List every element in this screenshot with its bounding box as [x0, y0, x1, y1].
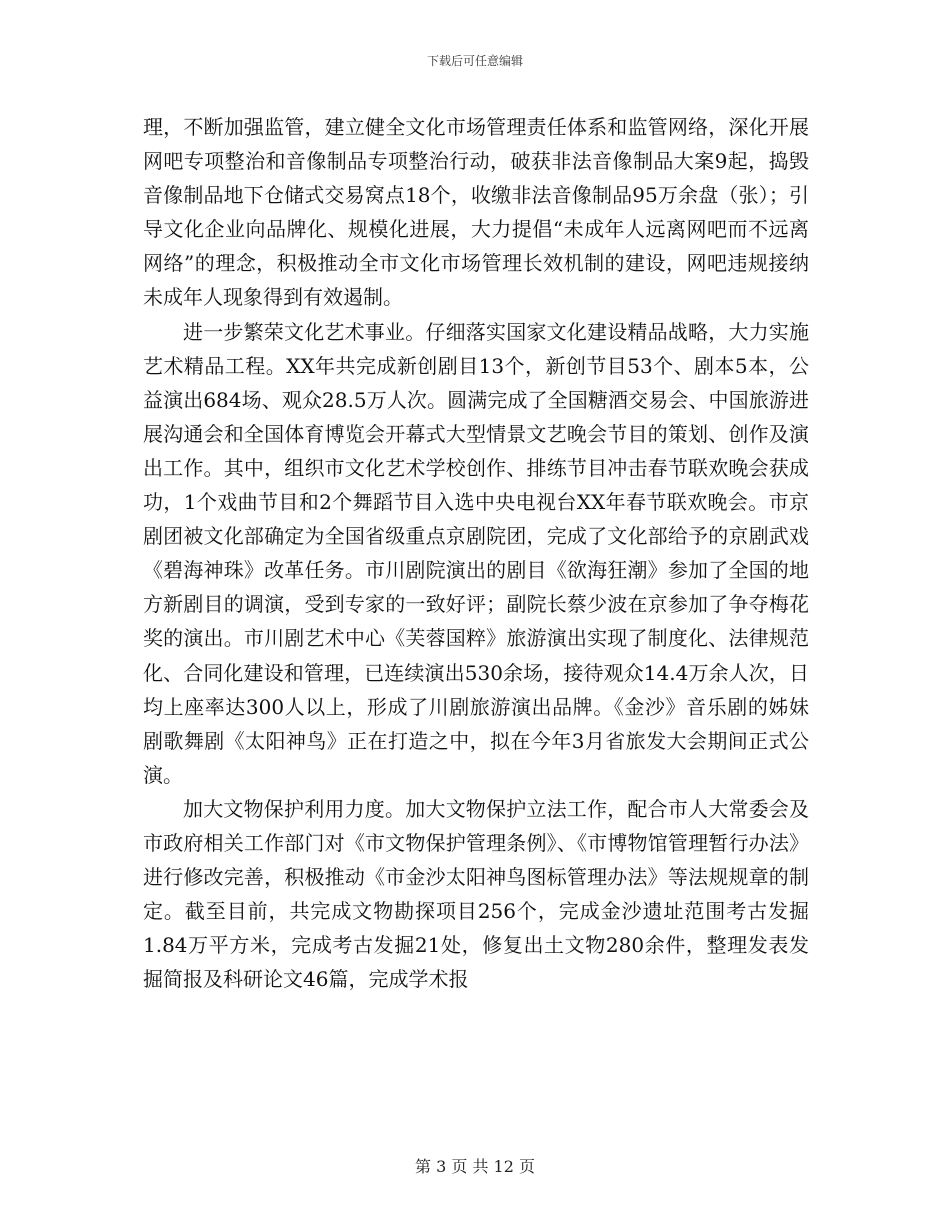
page-number-footer: 第 3 页 共 12 页	[415, 1157, 535, 1176]
paragraph-continuation: 理，不断加强监管，建立健全文化市场管理责任体系和监管网络，深化开展网吧专项整治和音像制品专项整治行动，破获非法音像制品大案9起，捣毁音像制品地下仓储式交易窝点18个，收缴非法音像制品95万余盘（张）；引导文化企业向品牌化、规模化进展，大力提倡“未成年人远离网吧而不远离网络”的理念，积极推动全市文化市场管理长效机制的建设，网吧违规接纳未成年人现象得到有效遏制。	[143, 115, 809, 310]
paragraph-culture-arts: 进一步繁荣文化艺术事业。仔细落实国家文化建设精品战略，大力实施艺术精品工程。XX年共完成新创剧目13个，新创节目53个、剧本5本，公益演出684场、观众28.5万人次。圆满完成了全国糖酒交易会、中国旅游进展沟通会和全国体育博览会开幕式大型情景文艺晚会节目的策划、创作及演出工作。其中，组织市文化艺术学校创作、排练节目冲击春节联欢晚会获成功，1个戏曲节目和2个舞蹈节目入选中央电视台XX年春节联欢晚会。市京剧团被文化部确定为全国省级重点京剧院团，完成了文化部给予的京剧武戏《碧海神珠》改革任务。市川剧院演出的剧目《欲海狂潮》参加了全国的地方新剧目的调演，受到专家的一致好评；副院长蔡少波在京参加了争夺梅花奖的演出。市川剧艺术中心《芙蓉国粹》旅游演出实现了制度化、法律规范化、合同化建设和管理，已连续演出530余场，接待观众14.4万余人次，日均上座率达300人以上，形成了川剧旅游演出品牌。《金沙》音乐剧的姊妹剧歌舞剧《太阳神鸟》正在打造之中，拟在今年3月省旅发大会期间正式公演。	[143, 319, 809, 787]
body-text	[143, 110, 809, 996]
header-note: 下载后可任意编辑	[426, 54, 523, 68]
paragraph-cultural-relics: 加大文物保护利用力度。加大文物保护立法工作，配合市人大常委会及市政府相关工作部门对《市文物保护管理条例》、《市博物馆管理暂行办法》进行修改完善，积极推动《市金沙太阳神鸟图标管理办法》等法规规章的制定。截至目前，共完成文物勘探项目256个，完成金沙遗址范围考古发掘1.84万平方米，完成考古发掘21处，修复出土文物280余件，整理发表发掘简报及科研论文46篇，完成学术报	[143, 796, 809, 992]
